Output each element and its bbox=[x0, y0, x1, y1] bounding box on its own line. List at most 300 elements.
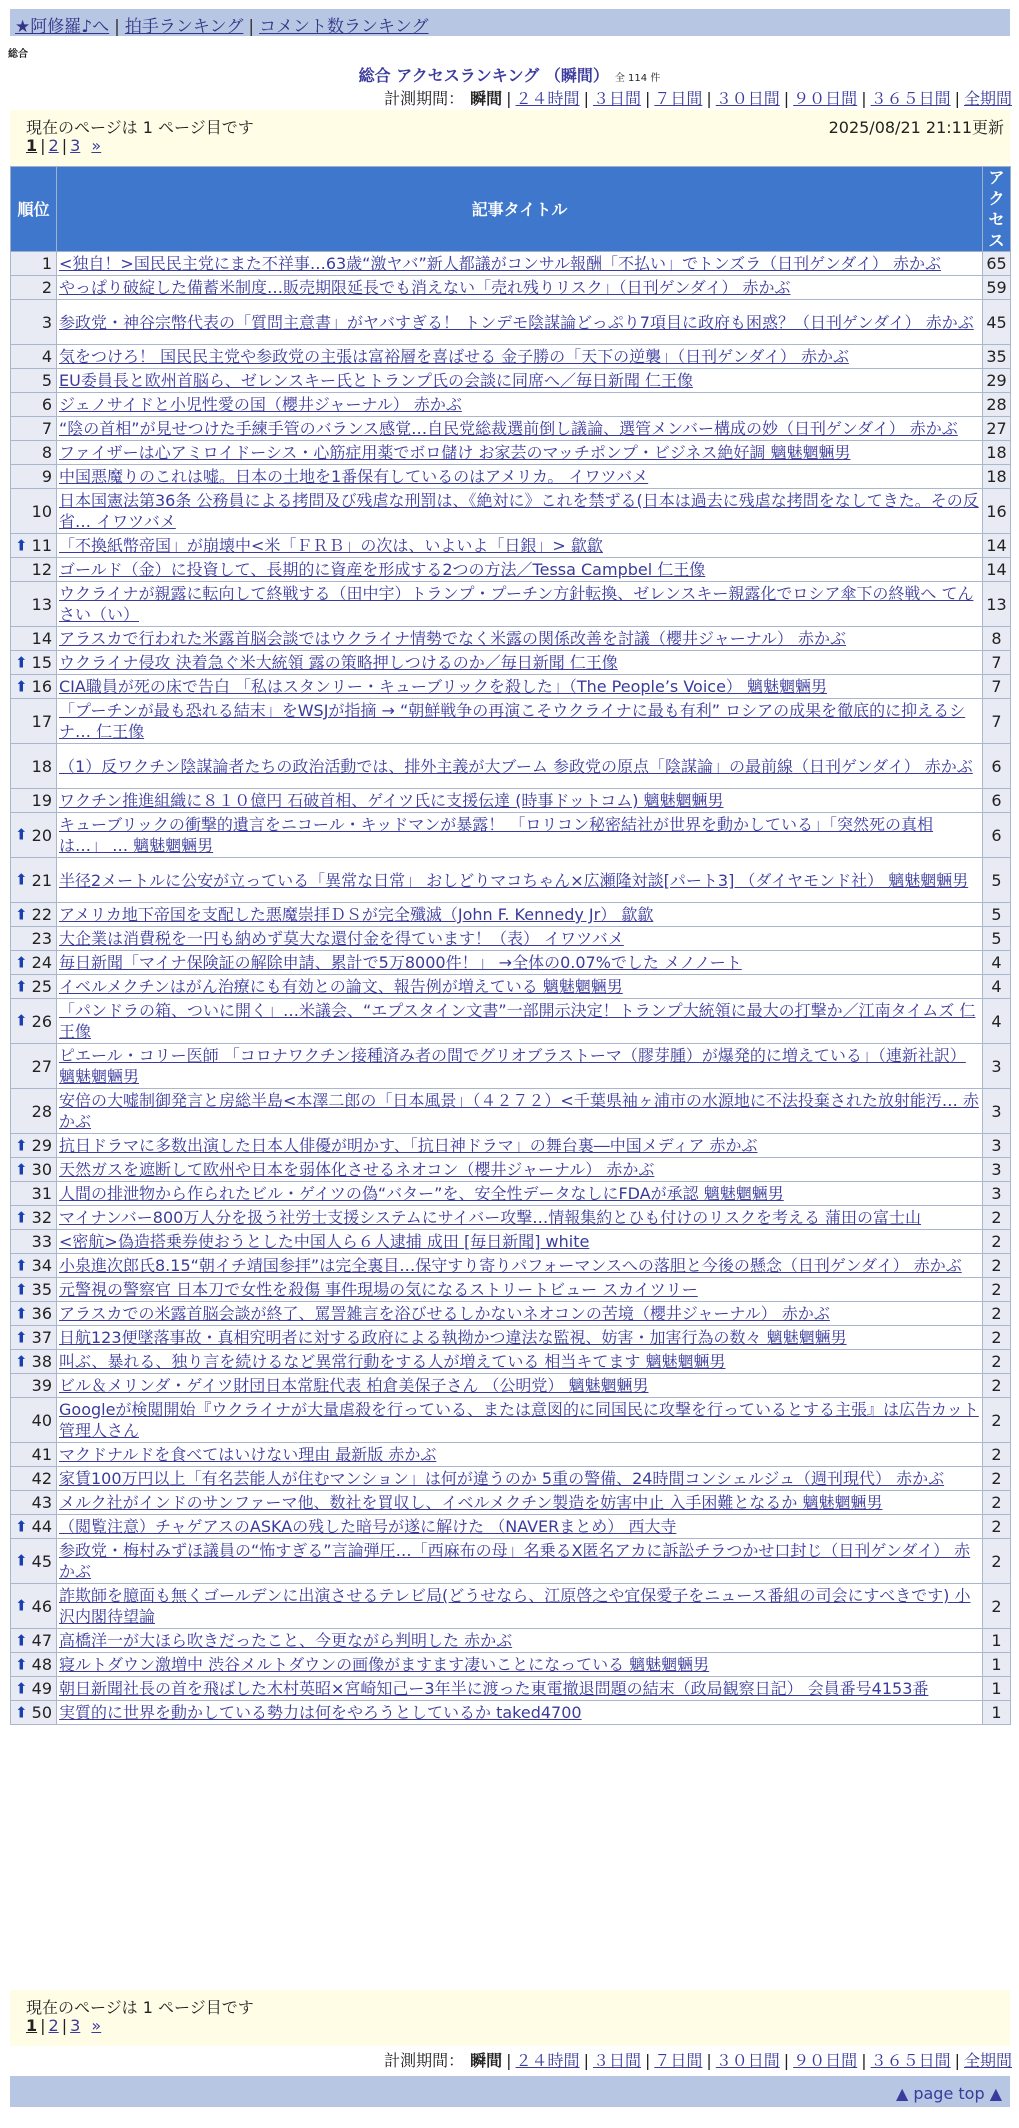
table-row bbox=[11, 1443, 1011, 1467]
article-title-link[interactable]: <密航>偽造搭乗券使おうとした中国人ら６人逮捕 成田 [毎日新聞] white bbox=[59, 1232, 590, 1251]
title-cell bbox=[57, 369, 983, 393]
article-title-link[interactable]: ワクチン推進組織に８１０億円 石破首相、ゲイツ氏に支援伝達 (時事ドットコム) 魑魅魍魎男 bbox=[59, 791, 724, 810]
access-count: 7 bbox=[983, 699, 1011, 744]
title-cell bbox=[57, 1158, 983, 1182]
period-option-link[interactable]: ３６５日間 bbox=[870, 2051, 951, 2070]
rank-number: 29 bbox=[31, 1136, 52, 1155]
ranking-table-body bbox=[11, 252, 1011, 1725]
rank-number: 9 bbox=[41, 467, 52, 486]
page-separator: | bbox=[40, 2016, 46, 2035]
rank-cell bbox=[11, 1302, 57, 1326]
updated-timestamp: 2025/08/21 21:11更新 bbox=[828, 118, 1004, 137]
rank-up-arrow-icon: ⬆ bbox=[15, 677, 28, 695]
article-title-link[interactable]: 参政党・神谷宗幣代表の「質問主意書」がヤバすぎる！ トンデモ陰謀論どっぷり7項目に政府も困惑？（日刊ゲンダイ） 赤かぶ bbox=[59, 312, 974, 332]
title-cell bbox=[57, 558, 983, 582]
article-title-link[interactable]: 半径2メートルに公安が立っている「異常な日常」 おしどりマコちゃん×広瀬隆対談[パート3] （ダイヤモンド社） 魑魅魍魎男 bbox=[59, 870, 969, 890]
table-row bbox=[11, 465, 1011, 489]
access-count: 2 bbox=[983, 1374, 1011, 1398]
period-separator: | bbox=[706, 2051, 712, 2070]
article-title-link[interactable]: ピエール・コリー医師 「コロナワクチン接種済み者の間でグリオブラストーマ（膠芽腫）が爆発的に増えている」（連新社訳） 魑魅魍魎男 bbox=[59, 1046, 966, 1086]
home-link[interactable]: ★阿修羅♪へ bbox=[15, 17, 110, 37]
rank-up-arrow-icon: ⬆ bbox=[15, 653, 28, 671]
rank-cell bbox=[11, 393, 57, 417]
rank-cell bbox=[11, 1677, 57, 1701]
period-option-link[interactable]: ２４時間 bbox=[515, 2051, 580, 2070]
title-cell bbox=[57, 1443, 983, 1467]
period-option-link[interactable]: ２４時間 bbox=[515, 89, 580, 108]
period-option-link[interactable]: ７日間 bbox=[654, 2051, 703, 2070]
article-title-link[interactable]: ゴールド（金）に投資して、長期的に資産を形成する2つの方法／Tessa Campbel 仁王像 bbox=[59, 560, 706, 579]
access-count: 2 bbox=[983, 1278, 1011, 1302]
rank-cell bbox=[11, 345, 57, 369]
period-option-link[interactable]: ３日間 bbox=[592, 89, 641, 108]
rank-cell bbox=[11, 1206, 57, 1230]
title-cell bbox=[57, 252, 983, 276]
rank-up-arrow-icon: ⬆ bbox=[15, 905, 28, 923]
table-row bbox=[11, 1302, 1011, 1326]
article-title-link[interactable]: ウクライナ侵攻 決着急ぐ米大統領 露の策略押しつけるのか／毎日新聞 仁王像 bbox=[59, 653, 618, 672]
rank-cell bbox=[11, 369, 57, 393]
article-title-link[interactable]: 家賃100万円以上「有名芸能人が住むマンション」は何が違うのか 5重の警備、24時間コンシェルジュ（週刊現代） 赤かぶ bbox=[59, 1469, 945, 1488]
rank-number: 4 bbox=[41, 347, 52, 366]
rank-cell bbox=[11, 789, 57, 813]
rank-cell bbox=[11, 1653, 57, 1677]
article-title-link[interactable]: ジェノサイドと小児性愛の国（櫻井ジャーナル） 赤かぶ bbox=[59, 395, 462, 414]
access-count: 29 bbox=[983, 369, 1011, 393]
article-title-link[interactable]: やっぱり破綻した備蓄米制度…販売期限延長でも消えない「売れ残りリスク」（日刊ゲンダイ） 赤かぶ bbox=[59, 278, 791, 297]
access-count: 3 bbox=[983, 1044, 1011, 1089]
article-title-link[interactable]: 寝ルトダウン激増中 渋谷メルトダウンの画像がますます凄いことになっている 魑魅魍魎男 bbox=[59, 1655, 710, 1674]
article-title-link[interactable]: 元警視の警察官 日本刀で女性を殺傷 事件現場の気になるストリートビュー スカイツリー bbox=[59, 1280, 698, 1299]
title-cell bbox=[57, 393, 983, 417]
article-title-link[interactable]: 実質的に世界を動かしている勢力は何をやろうとしているか taked4700 bbox=[59, 1703, 582, 1722]
page-link[interactable]: 3 bbox=[70, 2016, 81, 2035]
period-label: 計測期間： bbox=[384, 2051, 465, 2070]
table-row bbox=[11, 1539, 1011, 1584]
rank-cell bbox=[11, 1374, 57, 1398]
article-title-link[interactable]: CIA職員が死の床で告白 「私はスタンリー・キューブリックを殺した」（The People’s Voice） 魑魅魍魎男 bbox=[59, 677, 828, 696]
page-link[interactable]: 2 bbox=[48, 2016, 59, 2035]
period-selector-bottom bbox=[384, 2048, 1012, 2071]
next-page-link[interactable]: » bbox=[91, 2016, 102, 2035]
access-count: 2 bbox=[983, 1302, 1011, 1326]
rank-number: 17 bbox=[31, 711, 52, 731]
title-cell bbox=[57, 1491, 983, 1515]
rank-cell bbox=[11, 300, 57, 345]
rank-cell bbox=[11, 1701, 57, 1725]
title-cell bbox=[57, 582, 983, 627]
rank-cell bbox=[11, 252, 57, 276]
period-separator: | bbox=[506, 89, 512, 108]
rank-number: 30 bbox=[31, 1160, 52, 1179]
access-count: 7 bbox=[983, 675, 1011, 699]
rank-number: 46 bbox=[31, 1596, 52, 1616]
access-count: 1 bbox=[983, 1653, 1011, 1677]
access-count: 14 bbox=[983, 534, 1011, 558]
article-title-link[interactable]: 人間の排泄物から作られたビル・ゲイツの偽“バター”を、安全性データなしにFDAが承認 魑魅魍魎男 bbox=[59, 1184, 784, 1203]
nav-separator: | bbox=[114, 17, 120, 37]
article-title-link[interactable]: Googleが検閲開始『ウクライナが大量虐殺を行っている、または意図的に同国民に攻撃を行っているとする主張』は広告カット 管理人さん bbox=[59, 1400, 979, 1440]
article-title-link[interactable]: 抗日ドラマに多数出演した日本人俳優が明かす、「抗日神ドラマ」の舞台裏―中国メディア 赤かぶ bbox=[59, 1136, 758, 1155]
rank-number: 12 bbox=[31, 560, 52, 579]
page-separator: | bbox=[40, 136, 46, 155]
article-title-link[interactable]: 「パンドラの箱、ついに開く」…米議会、“エプスタイン文書”一部開示決定！トランプ大統領に最大の打撃か／江南タイムズ 仁王像 bbox=[59, 1001, 976, 1041]
rank-up-arrow-icon: ⬆ bbox=[15, 977, 28, 995]
rank-up-arrow-icon: ⬆ bbox=[15, 870, 28, 889]
article-title-link[interactable]: ビル＆メリンダ・ゲイツ財団日本常駐代表 柏倉美保子さん （公明党） 魑魅魍魎男 bbox=[59, 1376, 649, 1395]
access-count: 59 bbox=[983, 276, 1011, 300]
period-label: 計測期間： bbox=[384, 89, 465, 108]
title-cell bbox=[57, 1398, 983, 1443]
rank-number: 31 bbox=[31, 1184, 52, 1203]
rank-number: 15 bbox=[31, 653, 52, 672]
access-count: 2 bbox=[983, 1254, 1011, 1278]
access-count: 4 bbox=[983, 999, 1011, 1044]
title-cell bbox=[57, 927, 983, 951]
table-row bbox=[11, 1350, 1011, 1374]
title-cell bbox=[57, 1515, 983, 1539]
period-separator: | bbox=[783, 2051, 790, 2070]
title-cell bbox=[57, 1182, 983, 1206]
period-option-link[interactable]: ７日間 bbox=[654, 89, 703, 108]
period-separator: | bbox=[954, 2051, 960, 2070]
article-title-link[interactable]: 大企業は消費税を一円も納めず莫大な還付金を得ています！（表） イワツバメ bbox=[59, 929, 624, 948]
rank-cell bbox=[11, 675, 57, 699]
page-separator: | bbox=[61, 2016, 68, 2035]
table-row bbox=[11, 582, 1011, 627]
table-row bbox=[11, 417, 1011, 441]
title-cell bbox=[57, 1089, 983, 1134]
rank-cell bbox=[11, 417, 57, 441]
rank-up-arrow-icon: ⬆ bbox=[15, 1011, 28, 1030]
period-separator: | bbox=[644, 2051, 651, 2070]
period-separator: | bbox=[783, 89, 790, 108]
rank-number: 47 bbox=[31, 1631, 52, 1650]
access-count: 8 bbox=[983, 627, 1011, 651]
page-top-link[interactable]: ▲ page top ▲ bbox=[895, 2084, 1002, 2103]
access-count: 5 bbox=[983, 927, 1011, 951]
rank-number: 42 bbox=[31, 1469, 52, 1488]
article-title-link[interactable]: 天然ガスを遮断して欧州や日本を弱体化させるネオコン（櫻井ジャーナル） 赤かぶ bbox=[59, 1160, 655, 1179]
rank-number: 24 bbox=[31, 953, 52, 972]
title-cell bbox=[57, 300, 983, 345]
access-count: 2 bbox=[983, 1206, 1011, 1230]
access-count: 13 bbox=[983, 582, 1011, 627]
access-count: 4 bbox=[983, 951, 1011, 975]
rank-up-arrow-icon: ⬆ bbox=[15, 825, 28, 844]
article-title-link[interactable]: アメリカ地下帝国を支配した悪魔崇拝ＤＳが完全殲滅（John F. Kennedy Jr） 歙歙 bbox=[59, 905, 654, 924]
rank-cell bbox=[11, 465, 57, 489]
article-title-link[interactable]: 日本国憲法第36条 公務員による拷問及び残虐な刑罰は、《絶対に》これを禁ずる(日本は過去に残虐な拷問をなしてきた。その反省… イワツバメ bbox=[59, 491, 979, 531]
article-title-link[interactable]: 詐欺師を臆面も無くゴールデンに出演させるテレビ局(どうせなら、江原啓之や宜保愛子をニュース番組の司会にすべきです) 小沢内閣待望論 bbox=[59, 1586, 971, 1626]
rank-number: 20 bbox=[31, 825, 52, 845]
title-header: 記事タイトル bbox=[57, 167, 983, 252]
rank-number: 21 bbox=[31, 870, 52, 890]
title-cell bbox=[57, 975, 983, 999]
period-option-current: 瞬間 bbox=[470, 2051, 503, 2070]
article-title-link[interactable]: （閲覧注意）チャゲアスのASKAの残した暗号が遂に解けた （NAVERまとめ） 西大寺 bbox=[59, 1517, 677, 1536]
article-title-link[interactable]: イベルメクチンはがん治療にも有効との論文、報告例が増えている 魑魅魍魎男 bbox=[59, 977, 623, 996]
period-option-link[interactable]: ３０日間 bbox=[715, 89, 780, 108]
article-title-link[interactable]: <独自！>国民民主党にまた不祥事…63歳“激ヤバ”新人都議がコンサル報酬「不払い」でトンズラ（日刊ゲンダイ） 赤かぶ bbox=[59, 254, 941, 273]
access-count: 5 bbox=[983, 903, 1011, 927]
rank-number: 28 bbox=[31, 1101, 52, 1121]
title-cell bbox=[57, 1134, 983, 1158]
access-count: 14 bbox=[983, 558, 1011, 582]
article-title-link[interactable]: マクドナルドを食べてはいけない理由 最新版 赤かぶ bbox=[59, 1445, 437, 1464]
table-row bbox=[11, 534, 1011, 558]
access-count: 3 bbox=[983, 1158, 1011, 1182]
access-count: 2 bbox=[983, 1539, 1011, 1584]
table-row bbox=[11, 489, 1011, 534]
rank-up-arrow-icon: ⬆ bbox=[15, 1328, 28, 1346]
title-cell bbox=[57, 1467, 983, 1491]
rank-up-arrow-icon: ⬆ bbox=[15, 1596, 28, 1615]
title-cell bbox=[57, 1539, 983, 1584]
rank-cell bbox=[11, 744, 57, 789]
access-count: 2 bbox=[983, 1230, 1011, 1254]
table-row bbox=[11, 1230, 1011, 1254]
rank-cell bbox=[11, 903, 57, 927]
table-row bbox=[11, 369, 1011, 393]
article-title-link[interactable]: 日航123便墜落事故・真相究明者に対する政府による執拗かつ違法な監視、妨害・加害行為の数々 魑魅魍魎男 bbox=[59, 1328, 847, 1347]
page-current: 1 bbox=[26, 136, 38, 155]
article-title-link[interactable]: キューブリックの衝撃的遺言をニコール・キッドマンが暴露！ 「ロリコン秘密結社が世界を動かしている」「突然死の真相は…」 … 魑魅魍魎男 bbox=[59, 815, 934, 855]
access-count: 1 bbox=[983, 1677, 1011, 1701]
rank-header: 順位 bbox=[11, 167, 57, 252]
title-cell bbox=[57, 1653, 983, 1677]
access-header: アクセス bbox=[983, 167, 1011, 252]
table-row bbox=[11, 975, 1011, 999]
article-title-link[interactable]: “陰の首相”が見せつけた手練手管のバランス感覚…自民党総裁選前倒し議論、選管メンバー構成の妙（日刊ゲンダイ） 赤かぶ bbox=[59, 419, 958, 438]
rank-cell bbox=[11, 1044, 57, 1089]
rank-number: 45 bbox=[31, 1551, 52, 1571]
article-title-link[interactable]: 小泉進次郎氏8.15“朝イチ靖国参拝”は完全裏目…保守すり寄りパフォーマンスへの落胆と今後の懸念（日刊ゲンダイ） 赤かぶ bbox=[59, 1256, 962, 1275]
table-row bbox=[11, 951, 1011, 975]
period-option-link[interactable]: ３６５日間 bbox=[870, 89, 951, 108]
period-option-link[interactable]: ９０日間 bbox=[793, 2051, 858, 2070]
pagination-bottom bbox=[26, 2016, 101, 2035]
table-row bbox=[11, 1206, 1011, 1230]
article-title-link[interactable]: 気をつけろ！ 国民民主党や参政党の主張は富裕層を喜ばせる 金子勝の「天下の逆襲」（日刊ゲンダイ） 赤かぶ bbox=[59, 347, 849, 366]
table-row bbox=[11, 558, 1011, 582]
rank-cell bbox=[11, 1398, 57, 1443]
title-cell bbox=[57, 1326, 983, 1350]
rank-number: 39 bbox=[31, 1376, 52, 1395]
rank-number: 38 bbox=[31, 1352, 52, 1371]
rank-cell bbox=[11, 1467, 57, 1491]
rank-number: 27 bbox=[31, 1056, 52, 1076]
rank-number: 43 bbox=[31, 1493, 52, 1512]
table-row bbox=[11, 252, 1011, 276]
title-cell bbox=[57, 858, 983, 903]
rank-number: 40 bbox=[31, 1410, 52, 1430]
table-row bbox=[11, 1398, 1011, 1443]
article-title-link[interactable]: 中国悪魔りのこれは嘘。日本の土地を1番保有しているのはアメリカ。 イワツバメ bbox=[59, 467, 649, 486]
period-option-link[interactable]: ３０日間 bbox=[715, 2051, 780, 2070]
current-page-text: 現在のページは 1 ページ目です bbox=[26, 118, 254, 137]
article-title-link[interactable]: ファイザーは心アミロイドーシス・心筋症用薬でボロ儲け お家芸のマッチポンプ・ビジネス絶好調 魑魅魍魎男 bbox=[59, 443, 851, 462]
rank-cell bbox=[11, 1158, 57, 1182]
article-title-link[interactable]: マイナンバー800万人分を扱う社労士支援システムにサイバー攻撃…情報集約とひも付けのリスクを考える 蒲田の富士山 bbox=[59, 1208, 922, 1227]
rank-cell bbox=[11, 1089, 57, 1134]
rank-up-arrow-icon: ⬆ bbox=[15, 536, 28, 554]
rank-number: 25 bbox=[31, 977, 52, 996]
table-row bbox=[11, 300, 1011, 345]
period-option-link[interactable]: 全期間 bbox=[963, 2051, 1012, 2070]
title-cell bbox=[57, 1350, 983, 1374]
article-title-link[interactable]: 参政党・梅村みずほ議員の“怖すぎる”言論弾圧…「西麻布の母」名乗るX匿名アカに訴訟チラつかせ口封じ（日刊ゲンダイ） 赤かぶ bbox=[59, 1541, 971, 1581]
period-separator: | bbox=[861, 2051, 867, 2070]
table-row bbox=[11, 813, 1011, 858]
rank-number: 44 bbox=[31, 1517, 52, 1536]
access-count: 27 bbox=[983, 417, 1011, 441]
article-title-link[interactable]: 「プーチンが最も恐れる結末」をWSJが指摘 → “朝鮮戦争の再演こそウクライナに最も有利” ロシアの成果を徹底的に抑えるシナ… 仁王像 bbox=[59, 701, 966, 741]
rank-cell bbox=[11, 1326, 57, 1350]
rank-up-arrow-icon: ⬆ bbox=[15, 1280, 28, 1298]
title-cell bbox=[57, 441, 983, 465]
rank-up-arrow-icon: ⬆ bbox=[15, 1352, 28, 1370]
table-row bbox=[11, 1134, 1011, 1158]
table-row bbox=[11, 1491, 1011, 1515]
access-count: 5 bbox=[983, 858, 1011, 903]
period-option-link[interactable]: ９０日間 bbox=[793, 89, 858, 108]
title-cell bbox=[57, 651, 983, 675]
table-row bbox=[11, 1584, 1011, 1629]
title-cell bbox=[57, 1230, 983, 1254]
rank-cell bbox=[11, 582, 57, 627]
title-cell bbox=[57, 345, 983, 369]
ranking-table bbox=[10, 166, 1011, 1725]
rank-up-arrow-icon: ⬆ bbox=[15, 1655, 28, 1673]
rank-number: 11 bbox=[31, 536, 52, 555]
category-label: 総合 bbox=[8, 49, 28, 60]
access-count: 2 bbox=[983, 1350, 1011, 1374]
next-page-link[interactable]: » bbox=[91, 136, 102, 155]
article-title-link[interactable]: 毎日新聞「マイナ保険証の解除申請、累計で5万8000件！」 →全体の0.07%でした メノノート bbox=[59, 953, 742, 972]
table-row bbox=[11, 393, 1011, 417]
rank-number: 19 bbox=[31, 791, 52, 810]
article-title-link[interactable]: 「不換紙幣帝国」が崩壊中<米「ＦＲＢ」の次は、いよいよ「日銀」> 歙歙 bbox=[59, 536, 603, 555]
rank-number: 49 bbox=[31, 1679, 52, 1698]
article-title-link[interactable]: 叫ぶ、暴れる、独り言を続けるなど異常行動をする人が増えている 相当キてます 魑魅魍魎男 bbox=[59, 1352, 726, 1371]
title-cell bbox=[57, 489, 983, 534]
table-header-row bbox=[11, 167, 1011, 252]
rank-cell bbox=[11, 999, 57, 1044]
page-link[interactable]: 2 bbox=[48, 136, 59, 155]
title-cell bbox=[57, 951, 983, 975]
table-row bbox=[11, 1278, 1011, 1302]
period-separator: | bbox=[506, 2051, 512, 2070]
rank-number: 18 bbox=[31, 756, 52, 776]
article-title-link[interactable]: メルク社がインドのサンファーマ他、数社を買収し、イベルメクチン製造を妨害中止 入手困難となるか 魑魅魍魎男 bbox=[59, 1493, 883, 1512]
table-row bbox=[11, 744, 1011, 789]
period-separator: | bbox=[954, 89, 960, 108]
rank-up-arrow-icon: ⬆ bbox=[15, 1304, 28, 1322]
rank-number: 6 bbox=[41, 395, 52, 414]
period-option-link[interactable]: 全期間 bbox=[963, 89, 1012, 108]
article-title-link[interactable]: アラスカでの米露首脳会談が終了、罵詈雑言を浴びせるしかないネオコンの苦境（櫻井ジャーナル） 赤かぶ bbox=[59, 1304, 830, 1323]
rank-number: 50 bbox=[31, 1703, 52, 1722]
rank-cell bbox=[11, 276, 57, 300]
article-title-link[interactable]: （1）反ワクチン陰謀論者たちの政治活動では、排外主義が大ブーム 参政党の原点「陰謀論」の最前線（日刊ゲンダイ） 赤かぶ bbox=[59, 756, 973, 776]
rank-number: 32 bbox=[31, 1208, 52, 1227]
title-cell bbox=[57, 417, 983, 441]
rank-cell bbox=[11, 1230, 57, 1254]
access-count: 16 bbox=[983, 489, 1011, 534]
article-title-link[interactable]: 朝日新聞社長の首を飛ばした木村英昭×宮崎知己ー3年半に渡った東電撤退問題の結末（政局観察日記） 会員番号4153番 bbox=[59, 1679, 929, 1698]
period-option-current: 瞬間 bbox=[470, 89, 503, 108]
page-link[interactable]: 3 bbox=[70, 136, 81, 155]
page-info-bottom bbox=[10, 1990, 1010, 2046]
page-separator bbox=[83, 2016, 88, 2035]
title-cell bbox=[57, 276, 983, 300]
title-cell bbox=[57, 1254, 983, 1278]
title-cell bbox=[57, 789, 983, 813]
title-cell bbox=[57, 1278, 983, 1302]
title-cell bbox=[57, 627, 983, 651]
rank-cell bbox=[11, 534, 57, 558]
table-row bbox=[11, 276, 1011, 300]
rank-up-arrow-icon: ⬆ bbox=[15, 1679, 28, 1697]
table-row bbox=[11, 1701, 1011, 1725]
table-row bbox=[11, 1326, 1011, 1350]
rank-number: 26 bbox=[31, 1011, 52, 1031]
rank-cell bbox=[11, 699, 57, 744]
pagination-top bbox=[26, 136, 101, 155]
period-option-link[interactable]: ３日間 bbox=[592, 2051, 641, 2070]
rank-cell bbox=[11, 1491, 57, 1515]
title-cell bbox=[57, 1677, 983, 1701]
table-row bbox=[11, 1182, 1011, 1206]
title-cell bbox=[57, 534, 983, 558]
top-nav-bar bbox=[10, 9, 1010, 36]
table-row bbox=[11, 1467, 1011, 1491]
article-title-link[interactable]: 安倍の大嘘制御発言と房総半島<本澤二郎の「日本風景」（４２７２）<千葉県袖ヶ浦市の水源地に不法投棄された放射能汚… 赤かぶ bbox=[59, 1091, 979, 1131]
rank-number: 34 bbox=[31, 1256, 52, 1275]
period-separator: | bbox=[583, 2051, 589, 2070]
rank-number: 2 bbox=[41, 278, 52, 297]
article-title-link[interactable]: アラスカで行われた米露首脳会談ではウクライナ情勢でなく米露の関係改善を討議（櫻井ジャーナル） 赤かぶ bbox=[59, 629, 847, 648]
table-row bbox=[11, 1254, 1011, 1278]
access-count: 18 bbox=[983, 441, 1011, 465]
table-row bbox=[11, 1677, 1011, 1701]
nav-separator: | bbox=[248, 17, 255, 37]
table-row bbox=[11, 903, 1011, 927]
title-cell bbox=[57, 903, 983, 927]
table-row bbox=[11, 789, 1011, 813]
comment-ranking-link[interactable]: コメント数ランキング bbox=[259, 17, 429, 37]
access-count: 2 bbox=[983, 1515, 1011, 1539]
applause-ranking-link[interactable]: 拍手ランキング bbox=[124, 17, 244, 37]
article-title-link[interactable]: EU委員長と欧州首脳ら、ゼレンスキー氏とトランプ氏の会談に同席へ／毎日新聞 仁王像 bbox=[59, 371, 694, 390]
access-count: 6 bbox=[983, 744, 1011, 789]
rank-up-arrow-icon: ⬆ bbox=[15, 1517, 28, 1535]
rank-number: 16 bbox=[31, 677, 52, 696]
title-cell bbox=[57, 1629, 983, 1653]
rank-number: 41 bbox=[31, 1445, 52, 1464]
article-title-link[interactable]: ウクライナが親露に転向して終戦する（田中宇）トランプ・プーチン方針転換、ゼレンスキー親露化でロシア傘下の終戦へ てんさい（い） bbox=[59, 584, 974, 624]
article-title-link[interactable]: 高橋洋一が大ほら吹きだったこと、今更ながら判明した 赤かぶ bbox=[59, 1631, 513, 1650]
table-row bbox=[11, 927, 1011, 951]
table-row bbox=[11, 699, 1011, 744]
page-title: 総合 アクセスランキング （瞬間） bbox=[358, 66, 609, 85]
rank-cell bbox=[11, 1515, 57, 1539]
access-count: 6 bbox=[983, 813, 1011, 858]
rank-cell bbox=[11, 1182, 57, 1206]
access-count: 6 bbox=[983, 789, 1011, 813]
page-separator: | bbox=[61, 136, 68, 155]
